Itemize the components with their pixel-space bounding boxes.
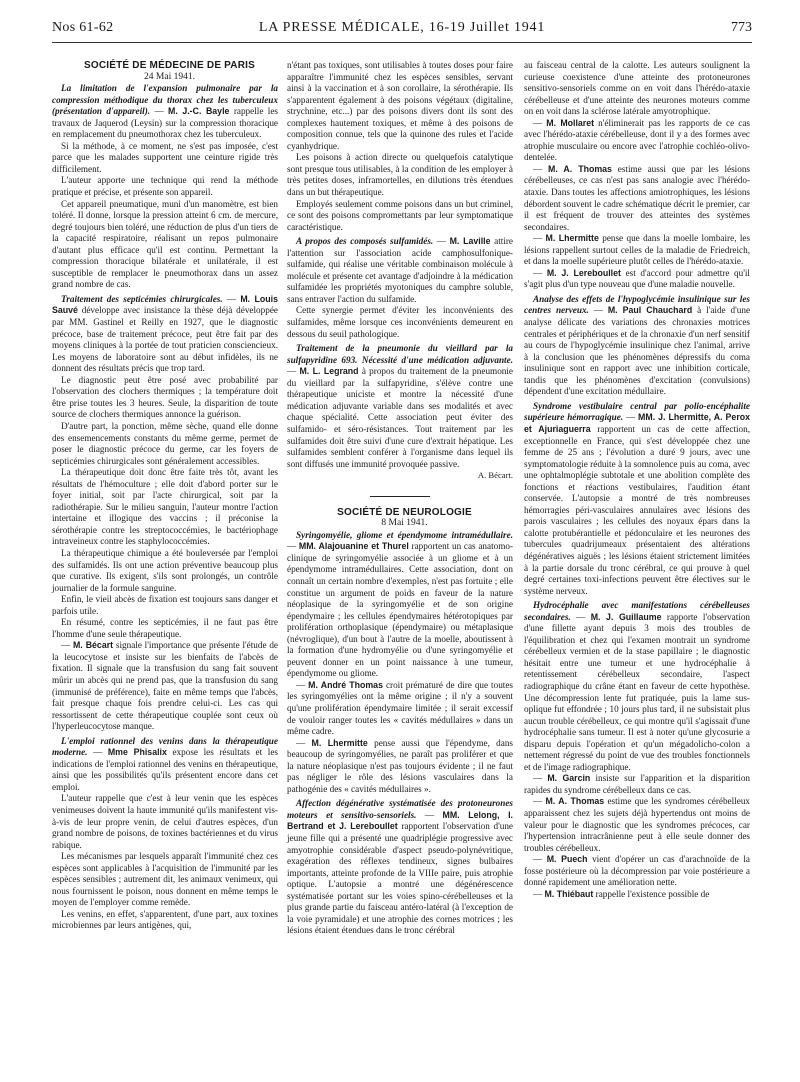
section-divider xyxy=(370,496,430,497)
paragraph: Les mécanismes par lesquels apparaît l'immunité chez ces espèces sont applicables à l'acquisition de l'immunité par les espèces sensibles ; autrement dit, les animaux venimeux, qui nous fournissent le poison, nous donnent en même temps le moyen de l'employer comme remède. xyxy=(52,851,278,908)
paragraph: L'auteur rappelle que c'est à leur venin que les espèces venimeuses doivent la haute immunité qu'ils manifestent vis-à-vis de leur propre venin, de celui d'autres espèces, d'un grand nombre de poisons, de toxines bactériennes et du virus rabique. xyxy=(52,793,278,850)
article-title: Affection dégénérative systématisée des protoneurones moteurs et sensitivo-sensoriels. xyxy=(287,798,513,820)
author-name: M. Laville xyxy=(449,236,491,247)
author-name: M. Paul Chauchard xyxy=(607,305,693,316)
paragraph-text: à l'aide d'une analyse délicate des variations des chronaxies motrices centrales et périphériques et de la chronaxie d'un nerf sensitif au cours de l'hypoglycémie insulinique chez l'animal, arrive à la conclusion que les phénomènes dépressifs du coma insulinique sont en rapport avec une inhibition corticale, tandis que les phénomènes d'excitation (convulsions) dépendent d'une excitation médullaire. xyxy=(524,305,751,397)
author-name: Mme Phisalix xyxy=(107,747,167,758)
paragraph-text: pense que dans la moelle lombaire, les lésions rappellent surtout celles de la maladie de Friedreich, et dans la moelle supérieure plutôt celles de l'hérédo-ataxie. xyxy=(524,233,751,267)
paragraph-text: rapportent un cas anatomo-clinique de syringomyélie associée à un gliome et à un épendymome intramédullaires. Cette association, dont on connaît un certain nombre d'exemples, n'est pas fortuite ; elle constitue un argument de poids en faveur de la nature néoplasique de la syringomyélie et de son origine épendymaire ; les cellules épendymaires hétérotopiques par prolifération orthoplasique (épendymaire) ou métaplasique (névroglique), d'un bout à l'autre de la moelle, aboutissent à la formation d'une hydromyélie ou d'une syringomyélie et peuvent donner en un point naissance à une tumeur, épendymome ou gliome. xyxy=(287,541,514,679)
author-name: M. Bécart xyxy=(72,640,114,651)
article-paragraph: Syndrome vestibulaire central par polio-encéphalite supérieure hémorragique. — MM. J. Lhermitte, A. Perox et Ajuriaguerra rapportent un cas de cette affection, exceptionnelle en France, qui s'est développée chez une femme de 25 ans ; l'évolution a duré 9 jours, avec une symptomatologie réduite à la somnolence puis au coma, avec une ophtalmoplégie subtotale et une abolition complète des fonctions et réactions vestibulaires, l'audition étant conservée. L'autopsie a montré de très nombreuses hémorragies péri-vasculaires annulaires avec lésions des parois vasculaires ; les cellules des noyaux épars dans la calotte protubérantielle et pédonculaire et les neurones des tubercules quadrijumeaux présentaient des altérations dégénératives aiguës ; les lésions étaient strictement limitées à la partie dorsale du tronc cérébral, ce qui prouve à quel degré certaines toxi-infections peuvent être électives sur le système nerveux. xyxy=(524,400,751,596)
paragraph-text: rapportent l'observation d'une jeune fille qui a présenté une quadriplégie progressive avec amyotrophie considérable d'aspect pseudo-polynévritique, exagération des réflexes tendineux, signes bulbaires importants, atteinte profonde de la VIIIe paire, puis atrophie optique. L'autopsie a montré une dégénérescence systématisée portant sur les voies spino-cérébelleuses et la plus grande partie du faisceau antéro-latéral (à l'exception de la voie pyramidale) et une atrophie des cornes motrices ; les lésions étaient étendues dans le tronc cérébral xyxy=(287,821,514,936)
author-name: MM. Alajouanine et Thurel xyxy=(298,541,409,552)
paragraph: Les poisons à action directe ou quelquefois catalytique sont presque tous utilisables, à la condition de les employer à très petites doses, inframortelles, en dilutions très étendues dans un but thérapeutique. xyxy=(287,152,513,198)
article-title: La limitation de l'expansion pulmonaire par la compression méthodique du thorax chez les tuberculeux (présentation d'appareil). xyxy=(52,83,278,117)
paragraph: Les venins, en effet, s'apparentent, d'une part, aux toxines microbiennes par leurs antigènes, qui, xyxy=(52,908,278,931)
paragraph: au faisceau central de la calotte. Les auteurs soulignent la curieuse coexistence d'une atteinte des protoneurones sensitivo-sensoriels comme on en voit dans l'hérédo-ataxie cérébelleuse et d'une atteinte des neurones moteurs comme on en voit dans la sclérose latérale amyotrophique. xyxy=(524,60,750,117)
article-title: Analyse des effets de l'hypoglycémie insulinique sur les centres nerveux. xyxy=(524,293,750,316)
paragraph-text: rappelle les travaux de Jaquerod (Leysin) sur la compression thoracique en remplacement du pneumothorax chez les tuberculeux. xyxy=(52,106,278,140)
article-title: Syndrome vestibulaire central par polio-encéphalite supérieure hémorragique. xyxy=(524,400,750,423)
paragraph: L'auteur apporte une technique qui rend la méthode pratique et précise, et présente son appareil. xyxy=(52,175,278,198)
article-paragraph: Syringomyélie, gliome et épendymome intramédullaire. — MM. Alajouanine et Thurel rapportent un cas anatomo-clinique de syringomyélie associée à un gliome et à un épendymome intramédullaires. Cette association, dont on connaît un certain nombre d'exemples, n'est pas fortuite ; elle constitue un argument de poids en faveur de la nature néoplasique de la syringomyélie et de son origine épendymaire ; les cellules épendymaires hétérotopiques par prolifération orthoplasique (épendymaire) ou métaplasique (névroglique), d'un bout à l'autre de la moelle, aboutissent à la formation d'une hydromyélie ou d'une syringomyélie et peuvent donner en un point naissance à une tumeur, épendymome ou gliome. xyxy=(287,529,514,679)
paragraph-text: attire l'attention sur l'association acide camphosulfonique-sulfamide, qui réalise une véritable combinaison molécule à molécule et présente cet avantage d'adjoindre à la médication sulfamidée les propriétés myotoniques du camphre soluble, sans entraver l'action du sulfamide. xyxy=(287,236,514,304)
section-date: 8 Mai 1941. xyxy=(381,518,428,529)
article-title: Syringomyélie, gliome et épendymome intramédullaire. xyxy=(296,529,513,540)
author-name: M. J. Lereboullet xyxy=(546,267,621,278)
author-name: M. Garcin xyxy=(547,773,591,784)
discussion-paragraph: — M. Lhermitte pense que dans la moelle lombaire, les lésions rappellent surtout celles de la maladie de Friedreich, et dans la moelle supérieure plutôt celles de l'hérédo-ataxie. xyxy=(524,233,751,267)
page-number: 773 xyxy=(731,20,752,35)
paragraph: La thérapeutique chimique a été bouleversée par l'emploi des sulfamidés. Ils ont une action préventive beaucoup plus que curative. Ils exigent, s'ils sont prolongés, un contrôle journalier de la formule sanguine. xyxy=(52,547,278,593)
author-name: M. André Thomas xyxy=(308,679,383,690)
article-title: Hydrocéphalie avec manifestations cérébelleuses secondaires. xyxy=(524,600,750,622)
section-title: SOCIÉTÉ DE NEUROLOGIE xyxy=(337,506,472,518)
paragraph-text: vient d'opérer un cas d'arachnoïde de la fosse postérieure où la décompression par voie postérieure a donné rapidement une amélioration nette. xyxy=(524,854,750,888)
paragraph-text: estime aussi que par les lésions cérébelleuses, ce cas n'est pas sans analogie avec l'hérédo-ataxie. Dans toutes les affections amiotrophiques, les lésions débordent souvent le cadre schématique décrit le premier, car il est fréquent de trouver des atteintes des systèmes secondaires. xyxy=(524,163,750,232)
author-name: M. J.-C. Bayle xyxy=(168,106,230,117)
paragraph-text: croit prématuré de dire que toutes les syringomyélies ont la même origine ; il n'y a souvent qu'une prolifération épendymaire limitée ; il serait excessif de vouloir ranger toutes les « cavités médullaires » dans un même cadre. xyxy=(287,679,513,737)
section-title: SOCIÉTÉ DE MÉDECINE DE PARIS xyxy=(84,60,255,71)
paragraph: Cette synergie permet d'éviter les inconvénients des sulfamides, même lorsque ces inconvénients demeurent en dessous du seuil pathologique. xyxy=(287,305,513,339)
discussion-paragraph: — M. André Thomas croit prématuré de dire que toutes les syringomyélies ont la même origine ; il n'y a souvent qu'une prolifération épendymaire limitée ; il serait excessif de vouloir ranger toutes les « cavités médullaires » dans un même cadre. xyxy=(287,679,513,737)
author-name: M. Louis Sauvé xyxy=(52,293,278,316)
paragraph: Employés seulement comme poisons dans un but criminel, ce sont des poisons compromettants par leur symptomatique caractéristique. xyxy=(287,198,513,232)
column-2 xyxy=(287,60,513,937)
column-1 xyxy=(52,60,278,932)
discussion-paragraph: — M. A. Thomas estime que les syndromes cérébelleux apparaissent chez les sujets déjà hypertendus ont moins de valeur pour le diagnostic que les syndromes précoces, car l'hypertension intracrânienne peut à elle seule donner des troubles cérébelleux. xyxy=(524,796,751,853)
paragraph-text: pense aussi que l'épendyme, dans beaucoup de syringomyélies, ne paraît pas proliférer et que la nature néoplasique n'est pas toujours évidente ; il ne faut pas négliger le rôle des lésions vasculaires dans la pathogénie des « cavités médullaires ». xyxy=(287,737,514,794)
paragraph: En résumé, contre les septicémies, il ne faut pas être l'homme d'une seule thérapeutique. xyxy=(52,617,278,639)
article-paragraph: Hydrocéphalie avec manifestations cérébelleuses secondaires. — M. J. Guillaume rapporte l'observation d'une fillette ayant depuis 3 mois des troubles de l'équilibration et chez qui l'examen montrait un syndrome cérébelleux vermien et de la stase papillaire ; le diagnostic hésitait entre une tumeur et une hydrocéphalie à retentissement cérébelleux secondaire, l'aspect radiographique du crâne étant en faveur de cette hypothèse. Une décompression lente fut pratiquée, puis la lame sus-oplique fut effondrée ; 10 jours plus tard, il ne subsistait plus aucun trouble cérébelleux, ce qui montre qu'il s'agissait d'une hydrocéphalie sans tumeur. Il est à noter qu'une glycosurie a disparu depuis l'opération et qu'un mégadolicho-colon a nettement régressé du point de vue des troubles fonctionnels et de l'image radiographique. xyxy=(524,600,751,772)
paragraph: n'étant pas toxiques, sont utilisables à toutes doses pour faire apparaître l'immunité chez les espèces sensibles, servant ainsi à la vaccination et à son corollaire, la sérothérapie. Ils s'apparentent également à des poisons végétaux (digitaline, strychnine, etc...) par des poisons divers dont ils sont des complexes hautement toxiques, et même à des poisons de composition connue, tels que la quinone des rules et l'acide cyanhydrique. xyxy=(287,60,513,151)
article-paragraph: La limitation de l'expansion pulmonaire par la compression méthodique du thorax chez les tuberculeux (présentation d'appareil). — M. J.-C. Bayle rappelle les travaux de Jaquerod (Leysin) sur la compression thoracique en remplacement du pneumothorax chez les tuberculeux. xyxy=(52,83,278,140)
paragraph-text: signale l'importance que présente l'étude de la leucocytose et insiste sur les bienfaits de l'abcès de fixation. Il signale que la transfusion du sang fait souvent mûrir un abcès qui ne prend pas, que la transfusion du sang (immunisé de préférence), faite en même temps que l'abcès, fait presque chaque fois prendre celui-ci. Les cas qui ressortissent de cette thérapeutique couplée sont ceux où l'hyperleucocytose manque. xyxy=(52,640,279,732)
author-name: M. A. Thomas xyxy=(548,163,612,174)
article-title: Traitement des septicémies chirurgicales. xyxy=(61,293,223,304)
issue-number: Nos 61-62 xyxy=(52,20,114,35)
article-title: L'emploi rationnel des venins dans la thérapeutique moderne. xyxy=(52,735,278,758)
section-date: 24 Mai 1941. xyxy=(144,71,195,82)
paragraph: Si la méthode, à ce moment, ne s'est pas imposée, c'est parce que les malades supportent une ceinture rigide très difficilement. xyxy=(52,140,278,174)
discussion-paragraph: — M. Bécart signale l'importance que présente l'étude de la leucocytose et insiste sur les bienfaits de l'abcès de fixation. Il signale que la transfusion du sang fait souvent mûrir un abcès qui ne prend pas, que la transfusion du sang (immunisé de préférence), faite en même temps que l'abcès, fait presque chaque fois prendre celui-ci. Les cas qui ressortissent de cette thérapeutique couplée sont ceux où l'hyperleucocytose manque. xyxy=(52,640,279,732)
discussion-paragraph: — M. Garcin insiste sur l'apparition et la disparition rapides du syndrome cérébelleux dans ce cas. xyxy=(524,773,751,795)
paragraph-text: n'éliminerait pas les rapports de ce cas avec l'hérédo-ataxie cérébelleuse, dont il y a des formes avec atrophie musculaire ou encore avec l'atrophie cochléo-olivo-dentelée. xyxy=(524,117,750,163)
paragraph-text: estime que les syndromes cérébelleux apparaissent chez les sujets déjà hypertendus ont moins de valeur pour le diagnostic que les syndromes précoces, car l'hypertension intracrânienne peut à elle seule donner des troubles cérébelleux. xyxy=(524,796,751,853)
paragraph: D'autre part, la ponction, même sèche, quand elle donne des ensemencements constants du même germe, permet de poser le diagnostic précoce du germe, car les foyers de septicémies chirurgicales sont généralement accessibles. xyxy=(52,420,278,466)
author-name: MM. Lelong, I. Bertrand et J. Lereboullet xyxy=(287,809,513,832)
paragraph: Enfin, le vieil abcès de fixation est toujours sans danger et parfois utile. xyxy=(52,594,278,616)
discussion-paragraph: — M. Mollaret n'éliminerait pas les rapports de ce cas avec l'hérédo-ataxie cérébelleuse, dont il y a des formes avec atrophie musculaire ou encore avec l'atrophie cochléo-olivo-dentelée. xyxy=(524,117,750,163)
paragraph: Le diagnostic peut être posé avec probabilité par l'observation des clochers thermiques ; la température doit être prise toutes les 3 heures. Seule, la disparition de toute source de clochers thermiques annonce la guérison. xyxy=(52,374,278,420)
column-3 xyxy=(524,60,750,900)
running-header xyxy=(52,20,752,43)
article-paragraph: A propos des composés sulfamidés. — M. Laville attire l'attention sur l'association acide camphosulfonique-sulfamide, qui réalise une véritable combinaison molécule à molécule et présente cet avantage d'adjoindre à la médication sulfamidée les propriétés myotoniques du camphre soluble, sans entraver l'action du sulfamide. xyxy=(287,236,514,304)
paragraph-text: développe avec insistance la thèse déjà développée par MM. Gastinel et Reilly en 1927, que le diagnostic précoce, base de traitement précoce, peut être fait par des moyens cliniques à la portée de tout praticien consciencieux. Les moyens de laboratoire sont au début infidèles, ils ne donnent des résultats précis que trop tard. xyxy=(52,305,278,374)
author-name: M. Thiébaut xyxy=(544,888,594,899)
discussion-paragraph: — M. J. Lereboullet est d'accord pour admettre qu'il s'agit plus d'un type nouveau que d'une maladie nouvelle. xyxy=(524,267,750,290)
article-paragraph: Traitement des septicémies chirurgicales. — M. Louis Sauvé développe avec insistance la thèse déjà développée par MM. Gastinel et Reilly en 1927, que le diagnostic précoce, base de traitement précoce, peut être fait par des moyens cliniques à la portée de tout praticien consciencieux. Les moyens de laboratoire sont au début infidèles, ils ne donnent des résultats précis que trop tard. xyxy=(52,293,278,374)
author-name: M. Puech xyxy=(546,854,588,865)
author-name: M. J. Guillaume xyxy=(590,611,662,622)
article-title: A propos des composés sulfamidés. xyxy=(296,236,434,247)
journal-title: LA PRESSE MÉDICALE, 16-19 Juillet 1941 xyxy=(258,20,546,35)
discussion-paragraph: — M. Thiébaut rappelle l'existence possible de xyxy=(533,888,710,899)
article-paragraph: Analyse des effets de l'hypoglycémie insulinique sur les centres nerveux. — M. Paul Chauchard à l'aide d'une analyse délicate des variations des chronaxies motrices centrales et périphériques et de la chronaxie d'un nerf sensitif au cours de l'hypoglycémie insulinique chez l'animal, arrive à la conclusion que les phénomènes dépressifs du coma insulinique sont en rapport avec une inhibition corticale, tandis que les phénomènes d'excitation (convulsions) dépendent d'une excitation médullaire. xyxy=(524,293,751,397)
article-paragraph: Affection dégénérative systématisée des protoneurones moteurs et sensitivo-sensoriels. — MM. Lelong, I. Bertrand et J. Lereboullet rapportent l'observation d'une jeune fille qui a présenté une quadriplégie progressive avec amyotrophie considérable d'aspect pseudo-polynévritique, exagération des réflexes tendineux, signes bulbaires importants, atteinte profonde de la VIIIe paire, puis atrophie optique. L'autopsie a montré une dégénérescence systématisée portant sur les voies spino-cérébelleuses et la plus grande partie du faisceau antéro-latéral (à l'exception de la voie pyramidale) et une atrophie des cornes motrices ; les lésions étaient étendues dans le tronc cérébral xyxy=(287,798,514,936)
author-name: M. Mollaret xyxy=(546,117,595,128)
paragraph: La thérapeutique doit donc être faite très tôt, avant les résultats de l'hémoculture ; elle doit d'abord porter sur le foyer initial, soit par l'acte chirurgical, soit par la radiothérapie. Sur le milieu sanguin, l'auteur montre l'action intertaine et illogique des vaccins ; il préconise la sérothérapie contre les streptococcémies, le bactériophage intraveineux contre les staphylococcémies. xyxy=(52,467,278,547)
paragraph-text: rapportent un cas de cette affection, exceptionnelle en France, qui s'est développée chez une femme de 25 ans ; l'évolution a duré 9 jours, avec une symptomatologie réduite à la somnolence puis au coma, avec une ophtalmoplégie subtotale et une abolition complète des fonctions et réactions vestibulaires, l'audition étant conservée. L'autopsie a montré de très nombreuses hémorragies péri-vasculaires annulaires avec lésions des parois vasculaires ; les cellules des noyaux épars dans la calotte protubérantielle et pédonculaire et les neurones des tubercules quadrijumeaux présentaient des altérations dégénératives aiguës ; les lésions étaient strictement limitées à la partie dorsale du tronc cérébral, ce qui prouve à quel degré certaines toxi-infections peuvent être électives sur le système nerveux. xyxy=(524,423,750,596)
paragraph-text: rapporte l'observation d'une fillette ayant depuis 3 mois des troubles de l'équilibration et chez qui l'examen montrait un syndrome cérébelleux vermien et de la stase papillaire ; le diagnostic hésitait entre une tumeur et une hydrocéphalie à retentissement cérébelleux secondaire, l'aspect radiographique du crâne étant en faveur de cette hypothèse. Une décompression lente fut pratiquée, puis la lame sus-oplique fut effondrée ; 10 jours plus tard, il ne subsistait plus aucun trouble cérébelleux, ce qui montre qu'il s'agissait d'une hydrocéphalie sans tumeur. Il est à noter qu'une glycosurie a disparu depuis l'opération et qu'un mégadolicho-colon a nettement régressé du point de vue des troubles fonctionnels et de l'image radiographique. xyxy=(524,611,751,772)
author-name: M. L. Legrand xyxy=(299,366,359,377)
author-name: M. Lhermitte xyxy=(311,737,368,748)
author-name: M. A. Thomas xyxy=(545,796,605,807)
author-name: M. Lhermitte xyxy=(545,233,599,244)
article-paragraph: L'emploi rationnel des venins dans la thérapeutique moderne. — Mme Phisalix expose les résultats et les indications de l'emploi rationnel des venins en thérapeutique, ainsi que les possibilités qu'ils présentent encore dans cet emploi. xyxy=(52,735,278,792)
author-name: MM. J. Lhermitte, A. Perox et Ajuriaguerra xyxy=(524,412,751,434)
article-paragraph: Traitement de la pneumonie du vieillard par la sulfapyridine 693. Nécessité d'une médication adjuvante. — M. L. Legrand à propos du traitement de la pneumonie du vieillard par la sulfapyridine, s'élève contre une thérapeutique uniciste et montre la nécessité d'une médication adjuvante variable dans ses modalités et avec chaque spécialité. Cette association peut éviter des sulfamido- et séro-résistances. Tout traitement par les sulfamides doit être suivi d'une cure d'extrait hépatique. Les sulfamides semblent conférer à l'organisme dans lequel ils sont diffusés une immunité provoquée passive. xyxy=(287,343,514,469)
paragraph-text: insiste sur l'apparition et la disparition rapides du syndrome cérébelleux dans ce cas. xyxy=(524,773,751,795)
paragraph-text: est d'accord pour admettre qu'il s'agit plus d'un type nouveau que d'une maladie nouvelle. xyxy=(524,267,750,290)
paragraph: Cet appareil pneumatique, muni d'un manomètre, est bien toléré. Il donne, lorsque la pression atteint 6 cm. de mercure, degré toujours bien toléré, une réduction de plus d'un tiers de la capacité respiratoire, réalisant un repos pulmonaire d'autant plus efficace qu'il est continu. Permettant la compression thoracique bilatérale et unilatérale, il est susceptible de remplacer le pneumothorax dans un assez grand nombre de cas. xyxy=(52,198,278,290)
signature: A. Bécart. xyxy=(477,470,513,481)
discussion-paragraph: — M. Puech vient d'opérer un cas d'arachnoïde de la fosse postérieure où la décompression par voie postérieure a donné rapidement une amélioration nette. xyxy=(524,854,750,888)
paragraph-text: rappelle l'existence possible de xyxy=(595,888,710,899)
article-title: Traitement de la pneumonie du vieillard par la sulfapyridine 693. Nécessité d'une médication adjuvante. xyxy=(287,343,513,365)
paragraph-text: expose les résultats et les indications de l'emploi rationnel des venins en thérapeutique, ainsi que les possibilités qu'ils présentent encore dans cet emploi. xyxy=(52,747,278,792)
discussion-paragraph: — M. A. Thomas estime aussi que par les lésions cérébelleuses, ce cas n'est pas sans analogie avec l'hérédo-ataxie. Dans toutes les affections amiotrophiques, les lésions débordent souvent le cadre schématique décrit le premier, car il est fréquent de trouver des atteintes des systèmes secondaires. xyxy=(524,163,750,232)
discussion-paragraph: — M. Lhermitte pense aussi que l'épendyme, dans beaucoup de syringomyélies, ne paraît pas proliférer et que la nature néoplasique n'est pas toujours évidente ; il ne faut pas négliger le rôle des lésions vasculaires dans la pathogénie des « cavités médullaires ». xyxy=(287,737,514,794)
paragraph-text: à propos du traitement de la pneumonie du vieillard par la sulfapyridine, s'élève contre une thérapeutique uniciste et montre la nécessité d'une médication adjuvante variable dans ses modalités et avec chaque spécialité. Cette association peut éviter des sulfamido- et séro-résistances. Tout traitement par les sulfamides doit être suivi d'une cure d'extrait hépatique. Les sulfamides semblent conférer à l'organisme dans lequel ils sont diffusés une immunité provoquée passive. xyxy=(287,366,514,469)
